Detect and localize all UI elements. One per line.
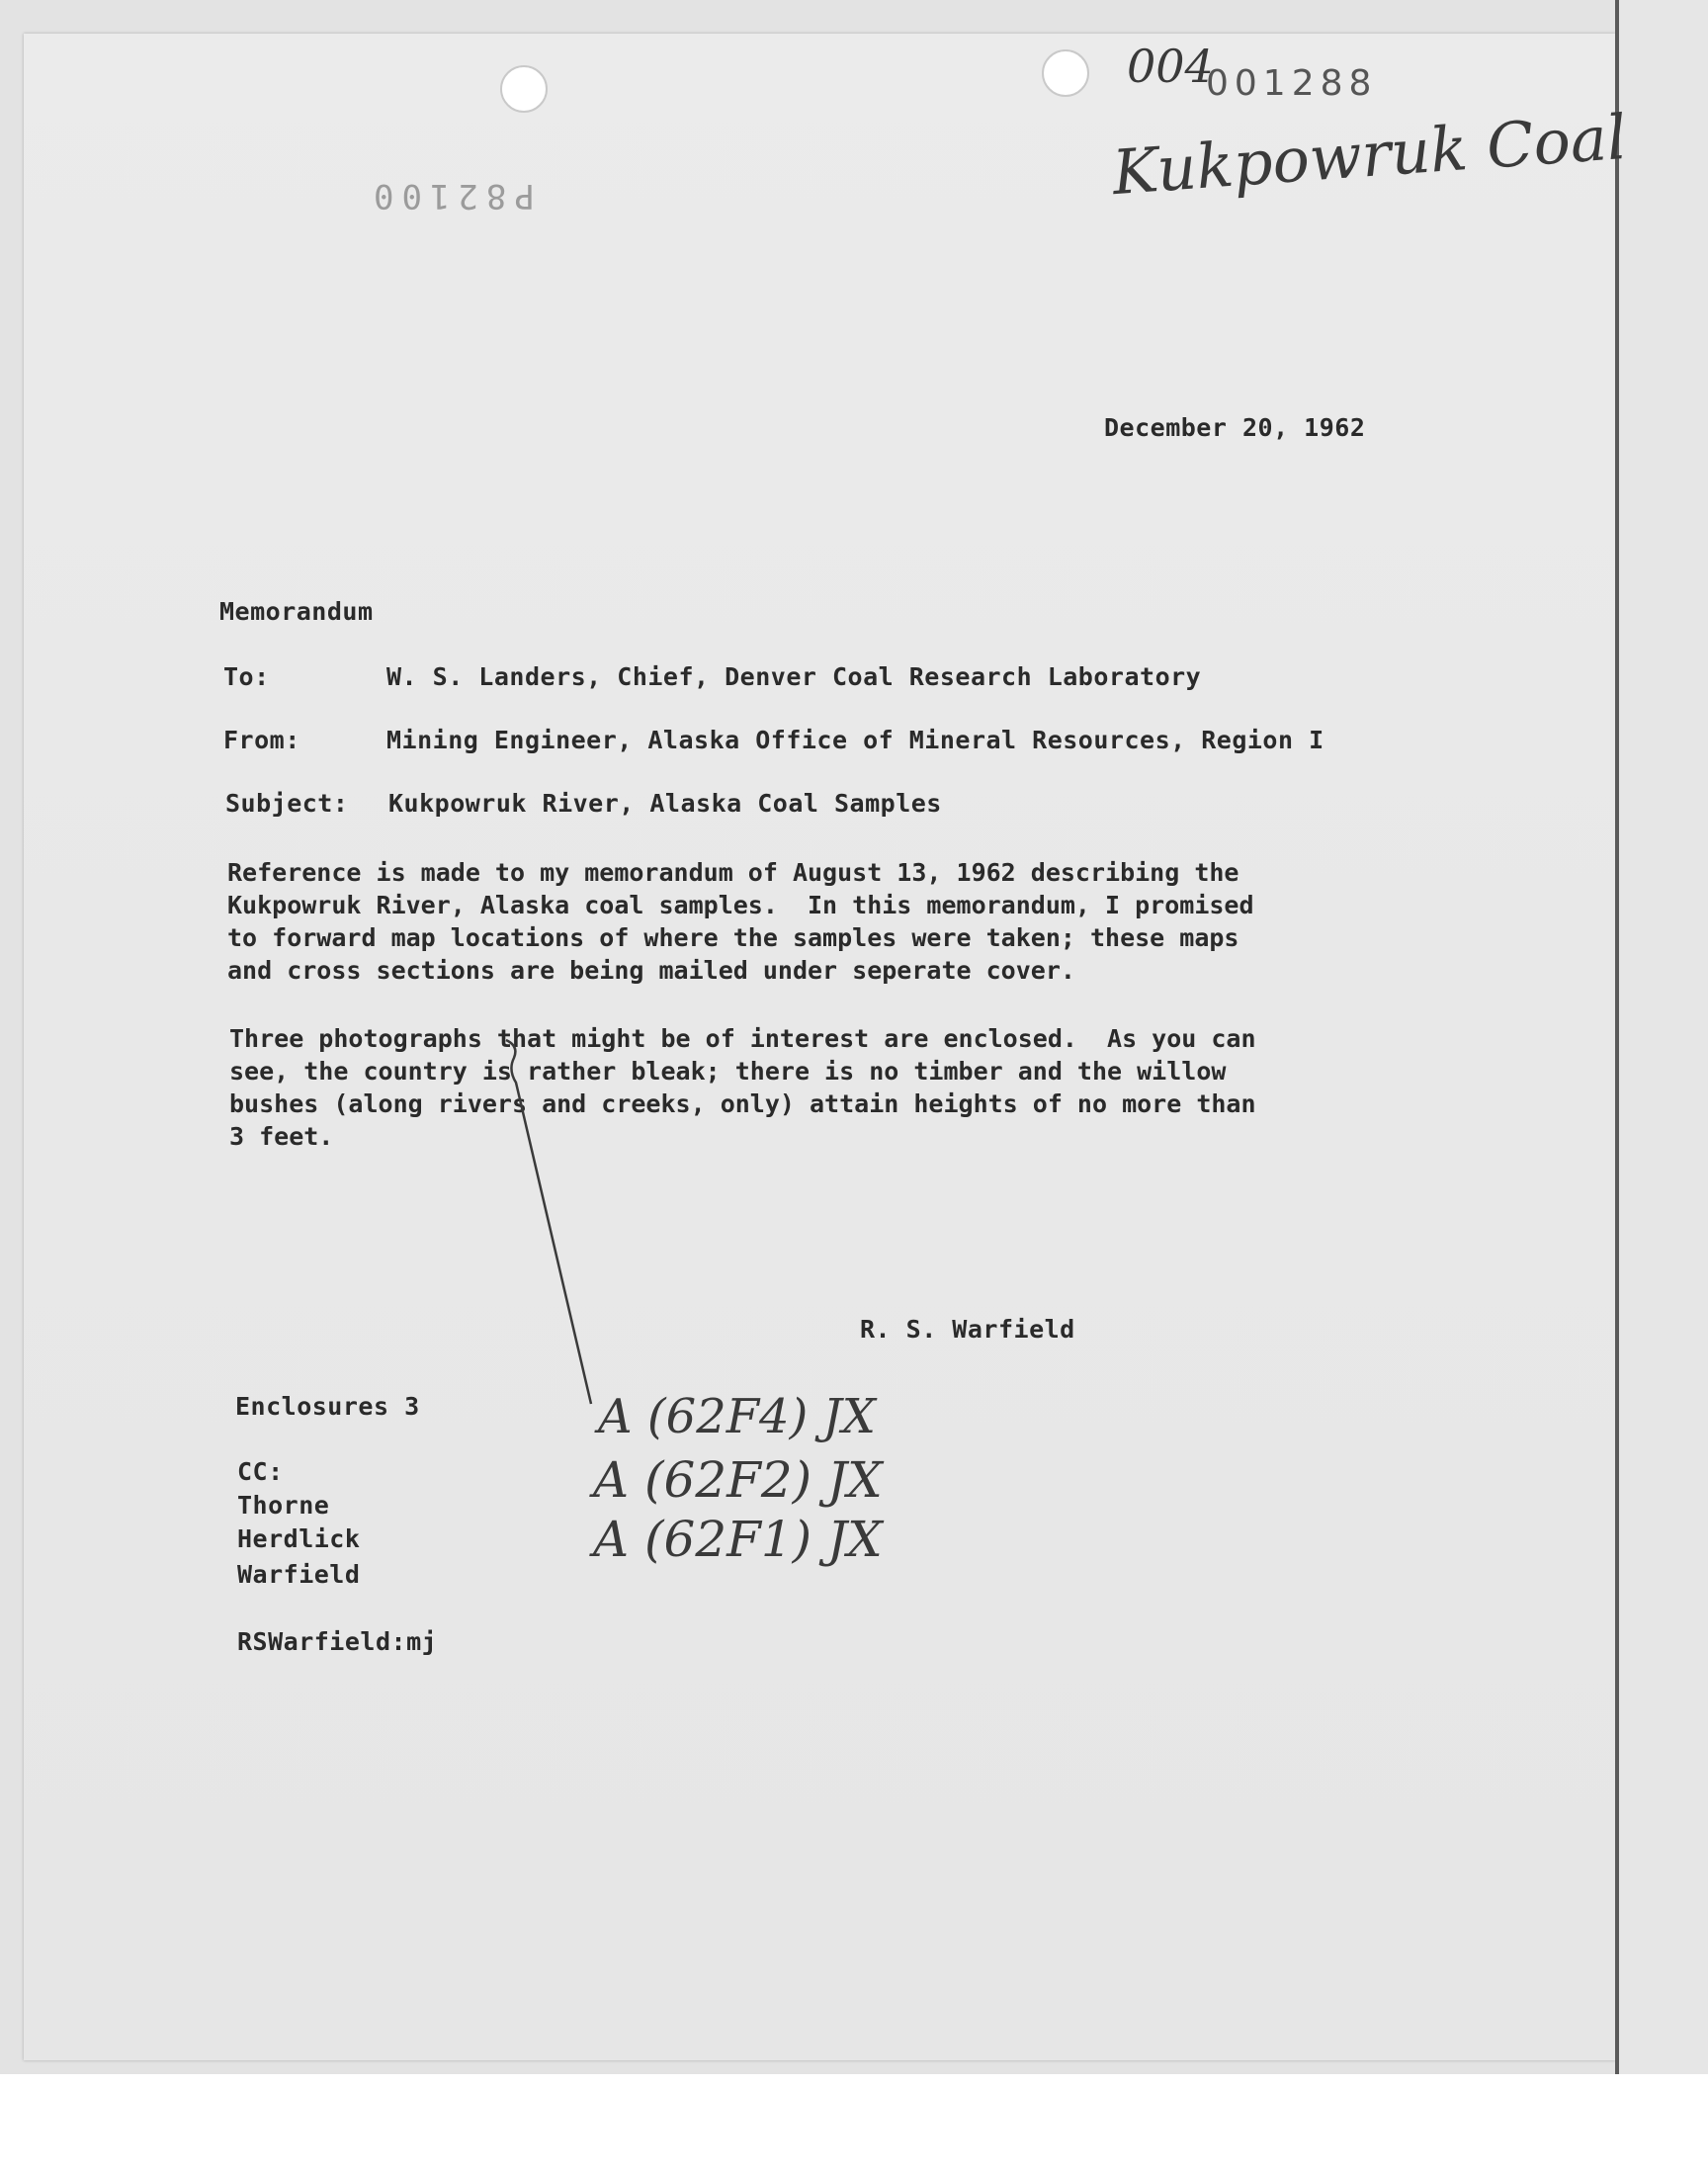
body-line: 3 feet. [229,1122,334,1151]
handwritten-code: A (62F4) JX [598,1389,876,1444]
cc-name: Thorne [237,1491,330,1520]
from-value: Mining Engineer, Alaska Office of Mineral Resources, Region I [386,726,1324,754]
cc-name: Warfield [237,1560,361,1589]
body-line: and cross sections are being mailed under seperate cover. [227,956,1075,985]
body-line: Kukpowruk River, Alaska coal samples. In this memorandum, I promised [227,891,1254,919]
enclosures-note: Enclosures 3 [235,1392,420,1421]
subject-label: Subject: [225,789,349,818]
printed-number-stamp: 001288 [1206,63,1378,104]
handwritten-code: A (62F1) JX [593,1511,883,1568]
memo-heading: Memorandum [219,597,374,626]
body-line: see, the country is rather bleak; there is no timber and the willow [229,1057,1227,1086]
memo-date: December 20, 1962 [1104,413,1366,442]
handwritten-title: Kukpowruk Coal [1110,100,1629,210]
body-line: to forward map locations of where the samples were taken; these maps [227,923,1239,952]
typist-initials: RSWarfield:mj [237,1627,438,1656]
body-line: bushes (along rivers and creeks, only) attain heights of no more than [229,1089,1256,1118]
subject-value: Kukpowruk River, Alaska Coal Samples [388,789,942,818]
cc-name: Herdlick [237,1524,361,1553]
handwritten-number: 004 [1127,40,1214,93]
cc-label: CC: [237,1457,284,1486]
body-line: Reference is made to my memorandum of August 13, 1962 describing the [227,858,1239,887]
faded-stamp: P82100 [366,176,535,216]
to-value: W. S. Landers, Chief, Denver Coal Research Laboratory [386,662,1202,691]
handwritten-code: A (62F2) JX [593,1451,883,1509]
body-line: Three photographs that might be of interest are enclosed. As you can [229,1024,1256,1053]
signature-name: R. S. Warfield [860,1315,1075,1344]
from-label: From: [223,726,300,754]
to-label: To: [223,662,270,691]
